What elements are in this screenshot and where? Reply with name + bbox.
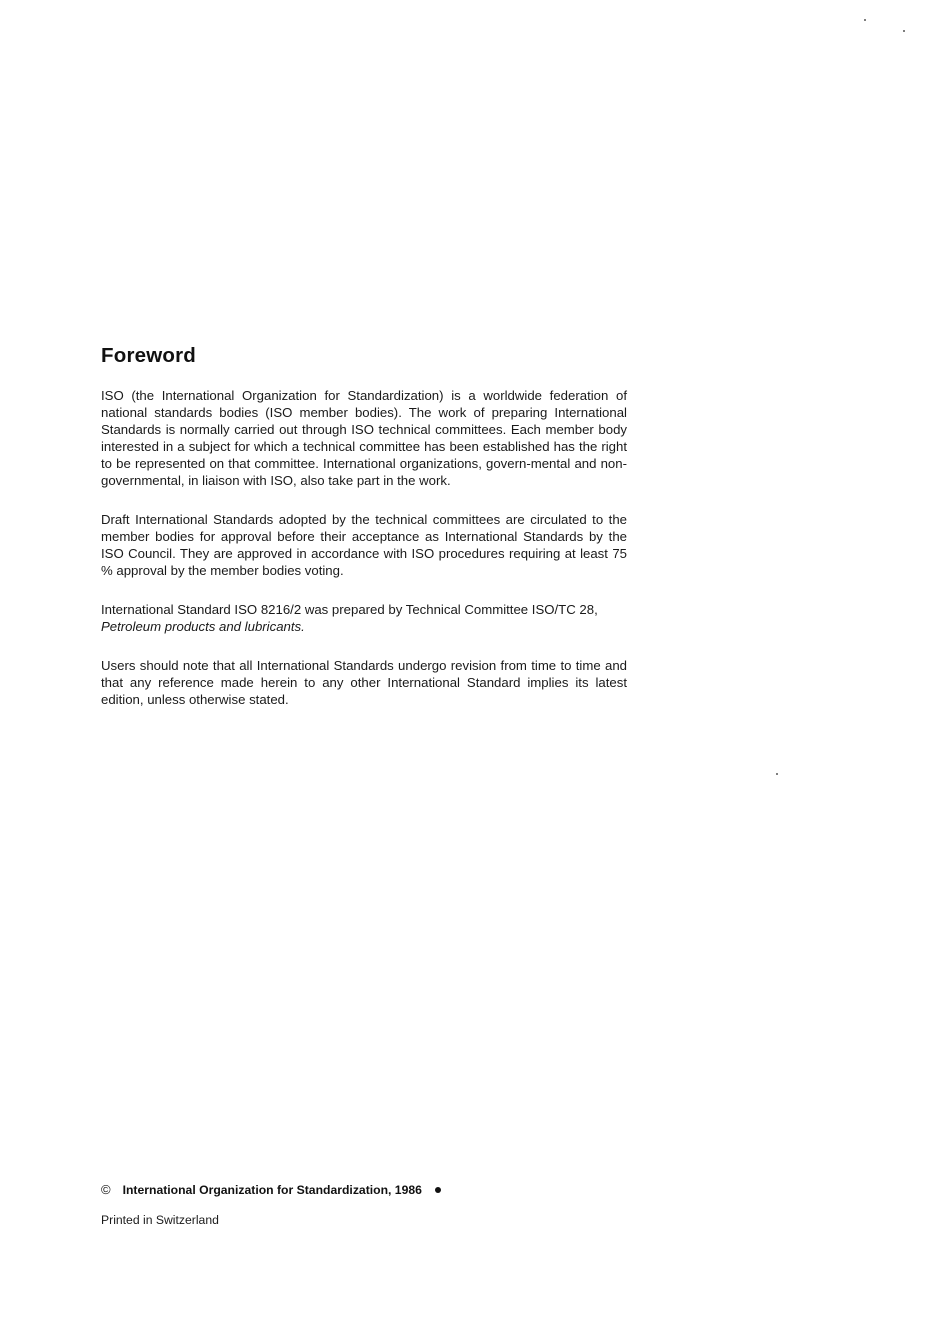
paragraph-revision-note: Users should note that all International Standards undergo revision from time to time and that any reference made herein to any other International Standard implies its latest edition, unless otherwise stated. xyxy=(101,658,627,707)
paragraph-draft-standards: Draft International Standards adopted by the technical committees are circulated to the member bodies for approval before their acceptance as International Standards by the ISO Council. They are approved in accordance with ISO procedures requiring at least 75 % approval by the member bodies voting. xyxy=(101,512,627,578)
scan-speck xyxy=(903,30,905,32)
copyright-organization: International Organization for Standardization, 1986 xyxy=(122,1182,422,1197)
standard-reference-text: International Standard ISO 8216/2 was prepared by Technical Committee ISO/TC 28, xyxy=(101,602,598,617)
copyright-icon: © xyxy=(101,1182,111,1197)
copyright-line xyxy=(101,1182,601,1197)
scan-speck xyxy=(864,19,866,21)
foreword-section xyxy=(101,344,627,730)
committee-title: Petroleum products and lubricants. xyxy=(101,619,305,634)
paragraph-standard-prepared-by xyxy=(101,601,627,635)
scan-speck xyxy=(776,773,778,775)
page-footer xyxy=(101,1182,601,1227)
bullet-icon xyxy=(435,1187,441,1193)
paragraph-iso-intro: ISO (the International Organization for Standardization) is a worldwide federation of national standards bodies (ISO member bodies). The work of preparing International Standards is normally carried out through ISO technical committees. Each member body interested in a subject for which a technical committee has been established has the right to be represented on that committee. International organizations, govern-mental and non-governmental, in liaison with ISO, also take part in the work. xyxy=(101,388,627,488)
printed-location: Printed in Switzerland xyxy=(101,1213,219,1227)
page-title: Foreword xyxy=(101,344,196,367)
